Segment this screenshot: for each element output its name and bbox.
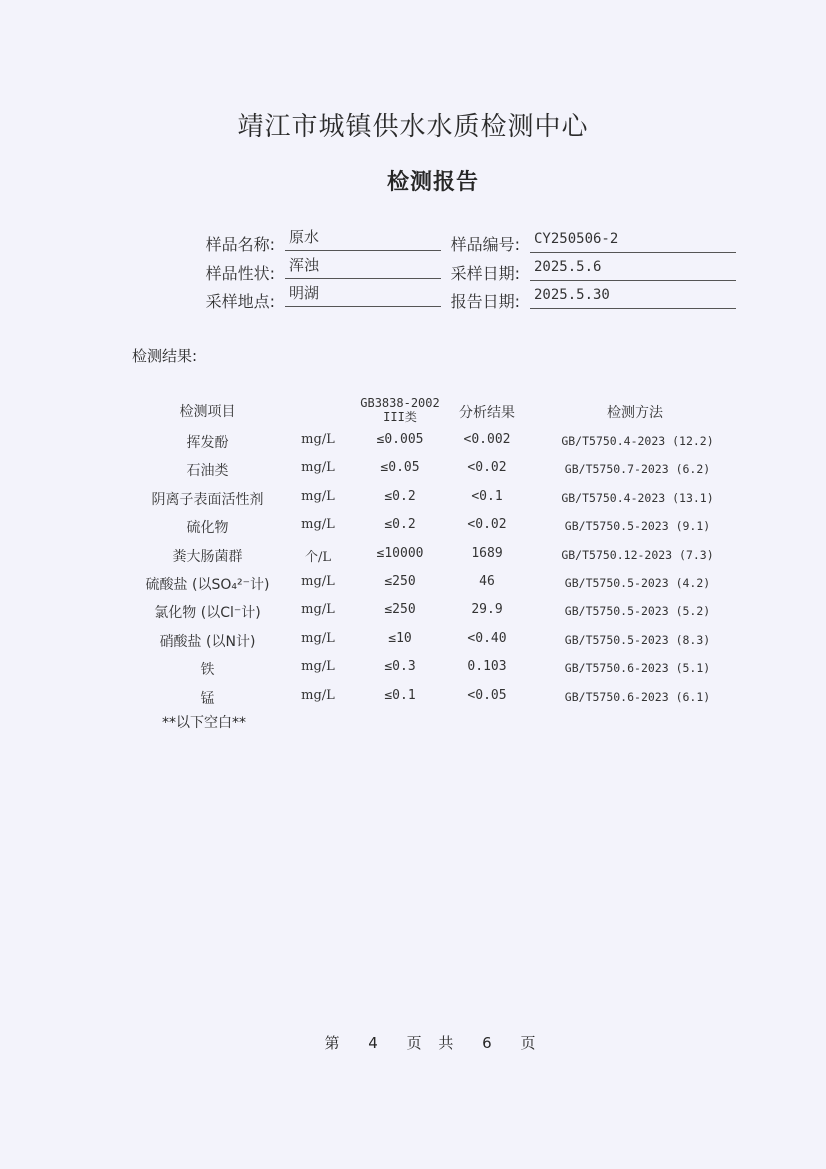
- sampling-date-label: 采样日期:: [450, 264, 520, 283]
- limit-cell: ≤0.3: [384, 659, 416, 675]
- header-standard-line1: GB3838-2002: [360, 396, 440, 410]
- unit-cell: mg/L: [301, 517, 335, 533]
- organization-title: 靖江市城镇供水水质检测中心: [237, 112, 589, 142]
- sample-number-label: 样品编号:: [450, 235, 520, 254]
- method-cell: GB/T5750.12-2023 (7.3): [561, 547, 714, 562]
- report-title: 检测报告: [386, 170, 479, 195]
- result-cell: 1689: [471, 545, 503, 561]
- unit-cell: mg/L: [301, 687, 335, 703]
- result-cell: <0.40: [467, 630, 507, 646]
- method-cell: GB/T5750.5-2023 (8.3): [564, 632, 711, 647]
- result-cell: 0.103: [467, 659, 507, 675]
- table-row: [0, 460, 826, 488]
- item-cell: 粪大肠菌群: [172, 548, 243, 565]
- results-section-label: 检测结果:: [132, 347, 198, 365]
- limit-cell: ≤0.005: [376, 432, 424, 447]
- unit-cell: 个/L: [304, 549, 331, 565]
- unit-cell: mg/L: [301, 432, 335, 447]
- limit-cell: ≤0.2: [384, 517, 416, 533]
- sample-state-label: 样品性状:: [205, 264, 275, 283]
- table-row: [0, 631, 826, 659]
- page-total: 6: [482, 1034, 494, 1052]
- page-prefix: 第: [324, 1034, 342, 1052]
- method-cell: GB/T5750.6-2023 (5.1): [564, 661, 711, 676]
- sampling-location-label: 采样地点:: [205, 292, 275, 311]
- method-cell: GB/T5750.5-2023 (4.2): [564, 576, 711, 590]
- result-cell: <0.02: [467, 460, 507, 476]
- limit-cell: ≤0.2: [384, 488, 416, 504]
- report-date-label: 报告日期:: [450, 292, 520, 311]
- header-standard-line2: III类: [383, 410, 417, 424]
- sampling-date-value: 2025.5.6: [530, 258, 736, 281]
- result-cell: <0.05: [467, 687, 507, 703]
- unit-cell: mg/L: [301, 574, 335, 589]
- header-item: 检测项目: [179, 404, 236, 420]
- sample-name-label: 样品名称:: [205, 235, 275, 254]
- table-row: [0, 432, 826, 460]
- unit-cell: mg/L: [301, 630, 335, 646]
- item-cell: 氯化物 (以Cl⁻计): [154, 605, 261, 622]
- limit-cell: ≤250: [384, 574, 416, 589]
- method-cell: GB/T5750.5-2023 (5.2): [564, 604, 711, 619]
- report-date-value: 2025.5.30: [530, 286, 736, 309]
- unit-cell: mg/L: [301, 460, 335, 476]
- sampling-location-value: 明湖: [285, 284, 441, 307]
- sample-state-value: 浑浊: [285, 256, 441, 279]
- table-row: [0, 659, 826, 687]
- table-row: [0, 489, 826, 517]
- header-result: 分析结果: [459, 405, 515, 421]
- item-cell: 挥发酚: [186, 435, 229, 451]
- item-cell: 硫化物: [186, 520, 229, 537]
- method-cell: GB/T5750.5-2023 (9.1): [564, 519, 711, 534]
- limit-cell: ≤0.05: [380, 460, 420, 476]
- limit-cell: ≤250: [384, 602, 416, 618]
- item-cell: 锰: [200, 690, 215, 707]
- method-cell: GB/T5750.7-2023 (6.2): [564, 462, 711, 477]
- result-cell: 29.9: [471, 602, 503, 618]
- page-suffix: 页: [520, 1034, 538, 1052]
- limit-cell: ≤0.1: [384, 687, 416, 703]
- table-row: [0, 574, 826, 602]
- item-cell: 石油类: [186, 463, 229, 480]
- item-cell: 铁: [200, 662, 215, 679]
- page-footer: [0, 1032, 826, 1053]
- table-row: [0, 602, 826, 630]
- method-cell: GB/T5750.4-2023 (12.2): [561, 434, 714, 448]
- end-of-content-note: **以下空白**: [162, 715, 246, 731]
- result-cell: <0.02: [467, 517, 507, 533]
- method-cell: GB/T5750.4-2023 (13.1): [561, 490, 714, 505]
- limit-cell: ≤10000: [376, 545, 424, 561]
- item-cell: 硝酸盐 (以N计): [159, 633, 256, 650]
- sample-number-value: CY250506-2: [530, 230, 736, 253]
- unit-cell: mg/L: [301, 488, 335, 504]
- table-row: [0, 517, 826, 545]
- header-method: 检测方法: [607, 405, 663, 421]
- method-cell: GB/T5750.6-2023 (6.1): [564, 689, 711, 704]
- page-current: 4: [368, 1034, 380, 1052]
- unit-cell: mg/L: [301, 659, 335, 675]
- result-cell: <0.1: [471, 488, 503, 504]
- table-row: [0, 688, 826, 716]
- limit-cell: ≤10: [388, 630, 412, 646]
- unit-cell: mg/L: [301, 602, 335, 618]
- sample-name-value: 原水: [285, 228, 441, 251]
- item-cell: 硫酸盐 (以SO₄²⁻计): [145, 577, 270, 593]
- item-cell: 阴离子表面活性剂: [151, 491, 264, 508]
- result-cell: 46: [479, 574, 495, 589]
- table-row: [0, 546, 826, 574]
- result-cell: <0.002: [463, 432, 511, 447]
- page-middle: 页 共: [406, 1034, 456, 1052]
